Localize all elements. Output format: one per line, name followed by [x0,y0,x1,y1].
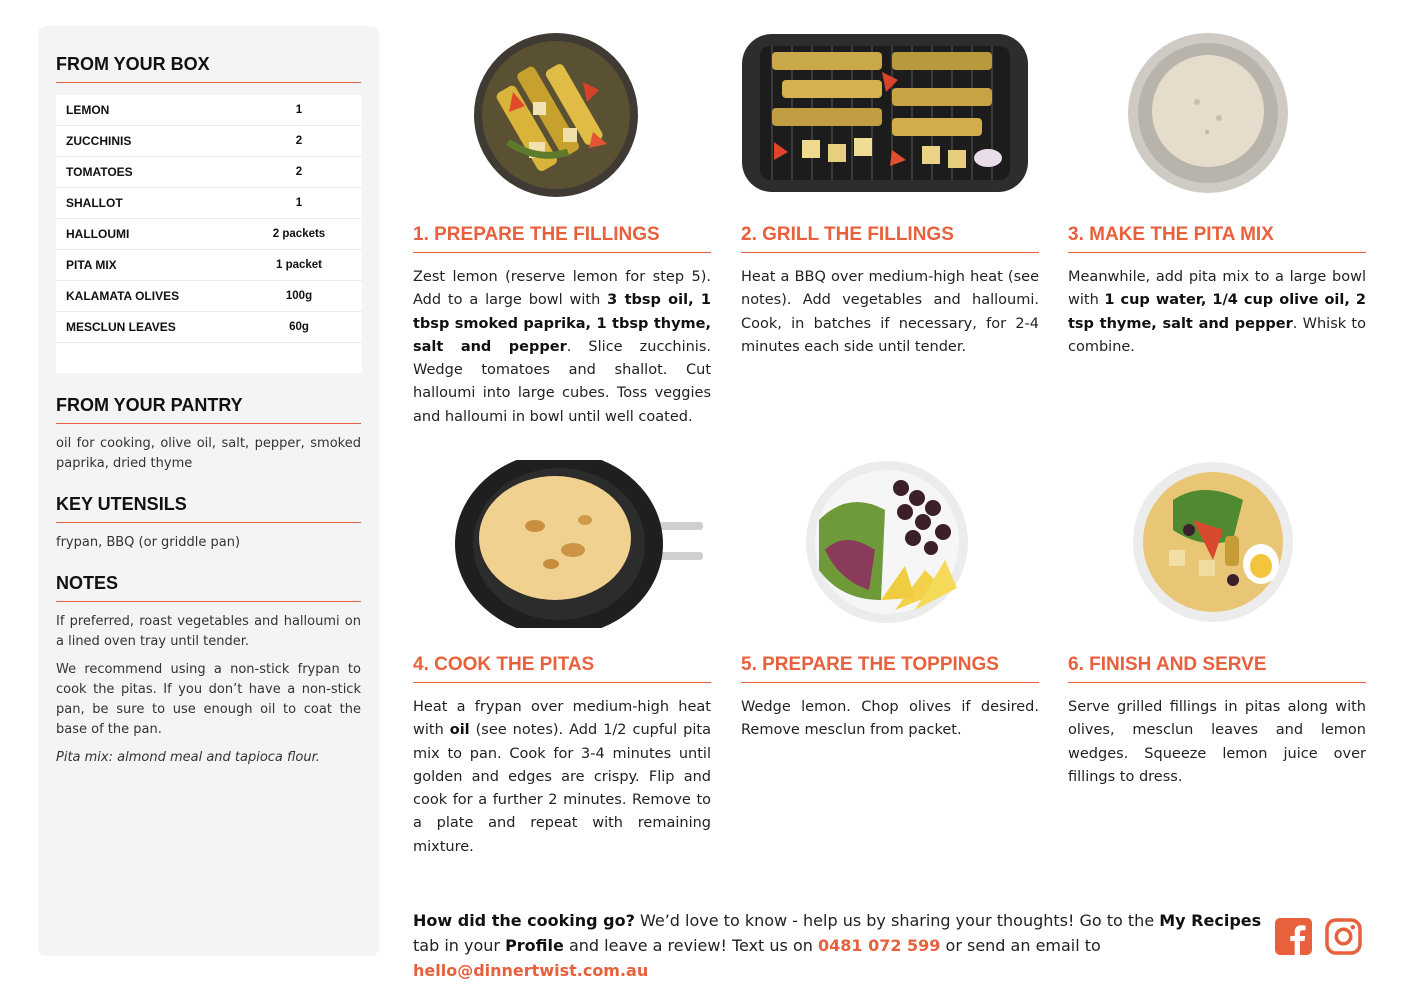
key-utensils-title: KEY UTENSILS [56,494,361,523]
step-4-title: 4. COOK THE PITAS [413,654,711,683]
step-5-body [741,696,1039,743]
step-1-title: 1. PREPARE THE FILLINGS [413,224,711,253]
bold-text: My Recipes [1159,911,1262,930]
utensils-text: frypan, BBQ (or griddle pan) [56,535,241,550]
ingredient-name: TOMATOES [66,165,133,179]
step-6-title: 6. FINISH AND SERVE [1068,654,1366,683]
ingredient-name: SHALLOT [66,196,123,210]
step-3-body [1068,266,1366,359]
from-your-box-title: FROM YOUR BOX [56,54,361,83]
box-ingredients-table [56,95,362,373]
step-5-title: 5. PREPARE THE TOPPINGS [741,654,1039,683]
ingredient-qty: 100g [285,290,313,302]
table-row [56,312,362,343]
table-row [56,188,362,219]
table-row [56,281,362,312]
bold-text: Profile [505,936,564,955]
step-1-body [413,266,711,429]
from-your-pantry-title: FROM YOUR PANTRY [56,395,361,424]
ingredient-qty: 1 [295,197,303,209]
notes-section [56,573,361,768]
bold-text: 1 cup water, 1/4 cup olive oil, 2 tsp thyme, salt and pepper [1068,292,1367,332]
facebook-icon[interactable] [1275,918,1312,959]
bold-text: How did the cooking go? [413,911,635,930]
step-2-photo [742,32,1029,194]
table-row [56,95,362,126]
step-2-title: 2. GRILL THE FILLINGS [741,224,1039,253]
ingredient-qty: 2 [295,135,303,147]
bold-text: oil [449,722,470,739]
contact-link[interactable]: 0481 072 599 [817,936,941,955]
text-segment: and leave a review! Text us on [563,936,818,955]
ingredient-name: KALAMATA OLIVES [66,289,180,303]
ingredient-name: LEMON [66,103,110,117]
utensils-section [56,494,361,553]
table-row [56,250,362,281]
note-text: We recommend using a non-stick frypan to cook the pitas. If you don’t have a non-stick pan, be sure to use enough oil to coat the base of the pan. [56,662,361,737]
sidebar [38,26,379,956]
text-segment: We’d love to know - help us by sharing your thoughts! Go to the [634,911,1160,930]
step-4-body [413,696,711,859]
text-segment: Zest lemon (reserve lemon for step 5). Add to a large bowl with [413,269,711,309]
text-segment: tab in your [413,936,506,955]
text-segment: (see notes). Add 1/2 cupful pita mix to pan. Cook for 3-4 minutes until golden and edges are crispy. Flip and cook for a further 2 minutes. Remove to a plate and repeat with remaining mixture. [413,722,711,855]
ingredient-name: MESCLUN LEAVES [66,320,176,334]
table-row [56,157,362,188]
step-4-photo [455,460,703,628]
step-3-photo [1127,32,1289,194]
pantry-text: oil for cooking, olive oil, salt, pepper, smoked paprika, dried thyme [56,436,361,471]
pantry-section [56,395,361,474]
step-3-title: 3. MAKE THE PITA MIX [1068,224,1366,253]
ingredient-qty: 2 [295,166,303,178]
contact-link[interactable]: hello@dinnertwist.com.au [413,961,649,980]
text-segment: or send an email to [940,936,1101,955]
step-1-photo [473,32,639,198]
table-row [56,126,362,157]
step-6-body [1068,696,1366,789]
text-segment: Heat a frypan over medium-high heat with [413,699,711,739]
ingredient-qty: 2 packets [272,228,326,240]
bold-text: 3 tbsp oil, 1 tbsp smoked paprika, 1 tbsp thyme, salt and pepper [413,292,711,355]
step-2-body [741,266,1039,359]
notes-title: NOTES [56,573,361,602]
ingredient-qty: 1 [295,104,303,116]
table-row [56,219,362,250]
ingredient-qty: 60g [289,321,309,333]
note-text: If preferred, roast vegetables and halloumi on a lined oven tray until tender. [56,614,361,649]
ingredient-qty: 1 packet [275,259,323,271]
instagram-icon[interactable] [1325,918,1362,959]
text-segment: . Whisk to combine. [1068,315,1366,355]
text-segment: . Slice zucchinis. Wedge tomatoes and shallot. Cut halloumi into large cubes. Toss veggies and halloumi in bowl until well coated. [413,338,711,425]
text-segment: Heat a BBQ over medium-high heat (see notes). Add vegetables and halloumi. Cook, in batches if necessary, for 2-4 minutes each side until tender. [741,269,1039,355]
ingredient-name: HALLOUMI [66,227,130,241]
text-segment: Wedge lemon. Chop olives if desired. Remove mesclun from packet. [741,699,1039,739]
note-text: Pita mix: almond meal and tapioca flour. [56,750,320,765]
step-5-photo [805,460,969,624]
text-segment: Serve grilled fillings in pitas along with olives, mesclun leaves and lemon wedges. Squeeze lemon juice over fillings to dress. [1068,699,1366,785]
step-6-photo [1133,460,1293,624]
text-segment: Meanwhile, add pita mix to a large bowl with [1068,269,1366,309]
ingredient-name: PITA MIX [66,258,117,272]
feedback-footer [413,908,1263,983]
ingredient-name: ZUCCHINIS [66,134,132,148]
